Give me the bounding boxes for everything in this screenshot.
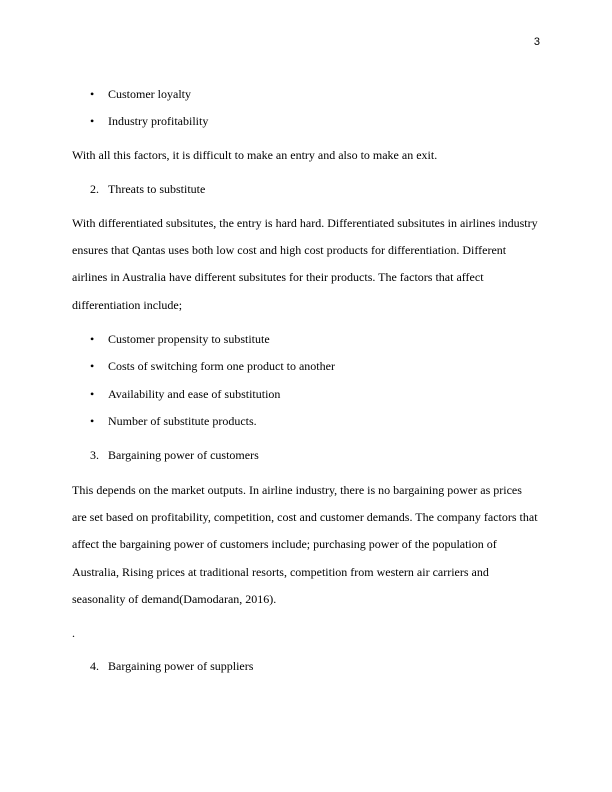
bullet-icon: • [90,359,95,373]
page-number: 3 [533,36,540,48]
paragraph-line: With differentiated subsitutes, the entry is hard hard. Differentiated subsitutes in airlines industry [72,216,538,230]
list-item: Availability and ease of substitution [108,387,281,401]
paragraph-line: affect the bargaining power of customers include; purchasing power of the population of [72,537,497,551]
list-item: Customer loyalty [108,87,191,101]
section-heading: Threats to substitute [108,182,206,196]
bullet-icon: • [90,387,95,401]
paragraph-line: differentiation include; [72,298,183,312]
paragraph-line: This depends on the market outputs. In airline industry, there is no bargaining power as prices [72,483,522,497]
paragraph-line: ensures that Qantas uses both low cost and high cost products for differentiation. Different [72,243,507,257]
bullet-icon: • [90,87,95,101]
list-item: Number of substitute products. [108,414,257,428]
list-item: Industry profitability [108,114,209,128]
paragraph-line: are set based on profitability, competition, cost and customer demands. The company factors that [72,510,538,524]
section-number: 3. [90,448,99,462]
section-number: 4. [90,659,99,673]
section-heading: Bargaining power of customers [108,448,259,462]
paragraph-line: seasonality of demand(Damodaran, 2016). [72,592,277,606]
bullet-icon: • [90,332,95,346]
bullet-icon: • [90,414,95,428]
paragraph-line: Australia, Rising prices at traditional resorts, competition from western air carriers and [72,565,489,579]
stray-dot: . [72,626,75,640]
list-item: Costs of switching form one product to another [108,359,335,373]
paragraph-line: With all this factors, it is difficult to make an entry and also to make an exit. [72,148,438,162]
section-number: 2. [90,182,99,196]
bullet-icon: • [90,114,95,128]
list-item: Customer propensity to substitute [108,332,270,346]
section-heading: Bargaining power of suppliers [108,659,254,673]
paragraph-line: airlines in Australia have different subsitutes for their products. The factors that affect [72,270,484,284]
